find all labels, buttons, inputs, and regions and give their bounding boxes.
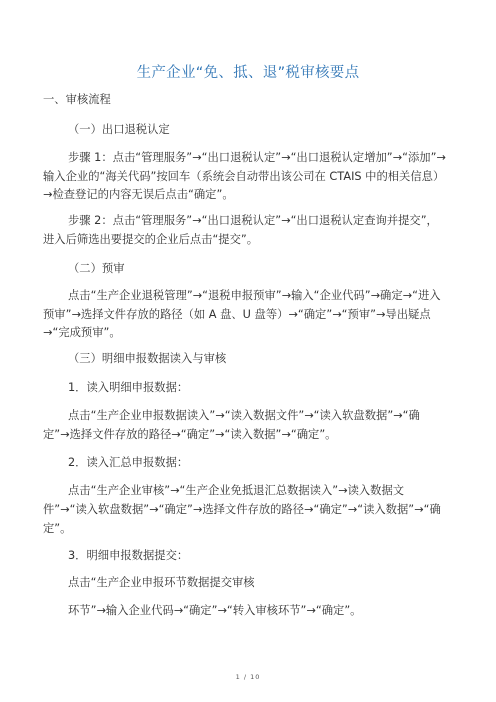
subsection-heading: （一）出口退税认定 [68,123,170,136]
step2-line2: 进入后筛选出要提交的企业后点击“提交”。 [43,233,259,246]
item3-line2: 环节”→输入企业代码→“确定”→“转入审核环节”→“确定”。 [68,604,362,617]
item3-heading: 3．明细申报数据提交： [68,549,189,562]
item2-line1: 点击“生产企业审核”→“生产企业免抵退汇总数据读入”→读入数据文 [68,484,405,497]
item2-line2: 件”→“读入软盘数据”→“确定”→选择文件存放的路径→“确定”→“读入数据”→“确 [43,503,441,516]
page-number: 1 / 10 [235,673,261,681]
item1-line2: 定”→选择文件存放的路径→“确定”→“读入数据”→“确定”。 [43,428,337,441]
item1-line1: 点击“生产企业申报数据读入”→“读入数据文件”→“读入软盘数据”→“确 [68,409,420,422]
item2-line3: 定”。 [43,522,72,535]
step1-line3: →检查登记的内容无误后点击“确定”。 [43,188,234,201]
subsection-heading: （二）预审 [68,262,125,275]
document-title: 生产企业“免、抵、退”税审核要点 [136,65,360,81]
pre-line2: 预审”→选择文件存放的路径（如 A 盘、U 盘等）→“确定”→“预审”→导出疑点 [43,308,431,321]
item2-heading: 2．读入汇总申报数据： [68,456,189,469]
step1-line1: 步骤 1：点击“管理服务”→“出口退税认定”→“出口退税认定增加”→“添加”→ [68,151,446,164]
section-heading: 一、审核流程 [43,93,111,106]
step2-line1: 步骤 2：点击“管理服务”→“出口退税认定”→“出口退税认定查询并提交”， [68,214,438,227]
subsection-heading: （三）明细申报数据读入与审核 [68,352,227,365]
item1-heading: 1．读入明细申报数据： [68,381,189,394]
pre-line1: 点击“生产企业退税管理”→“退税申报预审”→输入“企业代码”→确定→“进入 [68,289,441,302]
step1-line2: 输入企业的“海关代码”按回车（系统会自动带出该公司在 CTAIS 中的相关信息） [43,170,445,183]
item3-line1: 点击“生产企业申报环节数据提交审核 [68,576,255,589]
pre-line3: →“完成预审”。 [43,326,121,339]
